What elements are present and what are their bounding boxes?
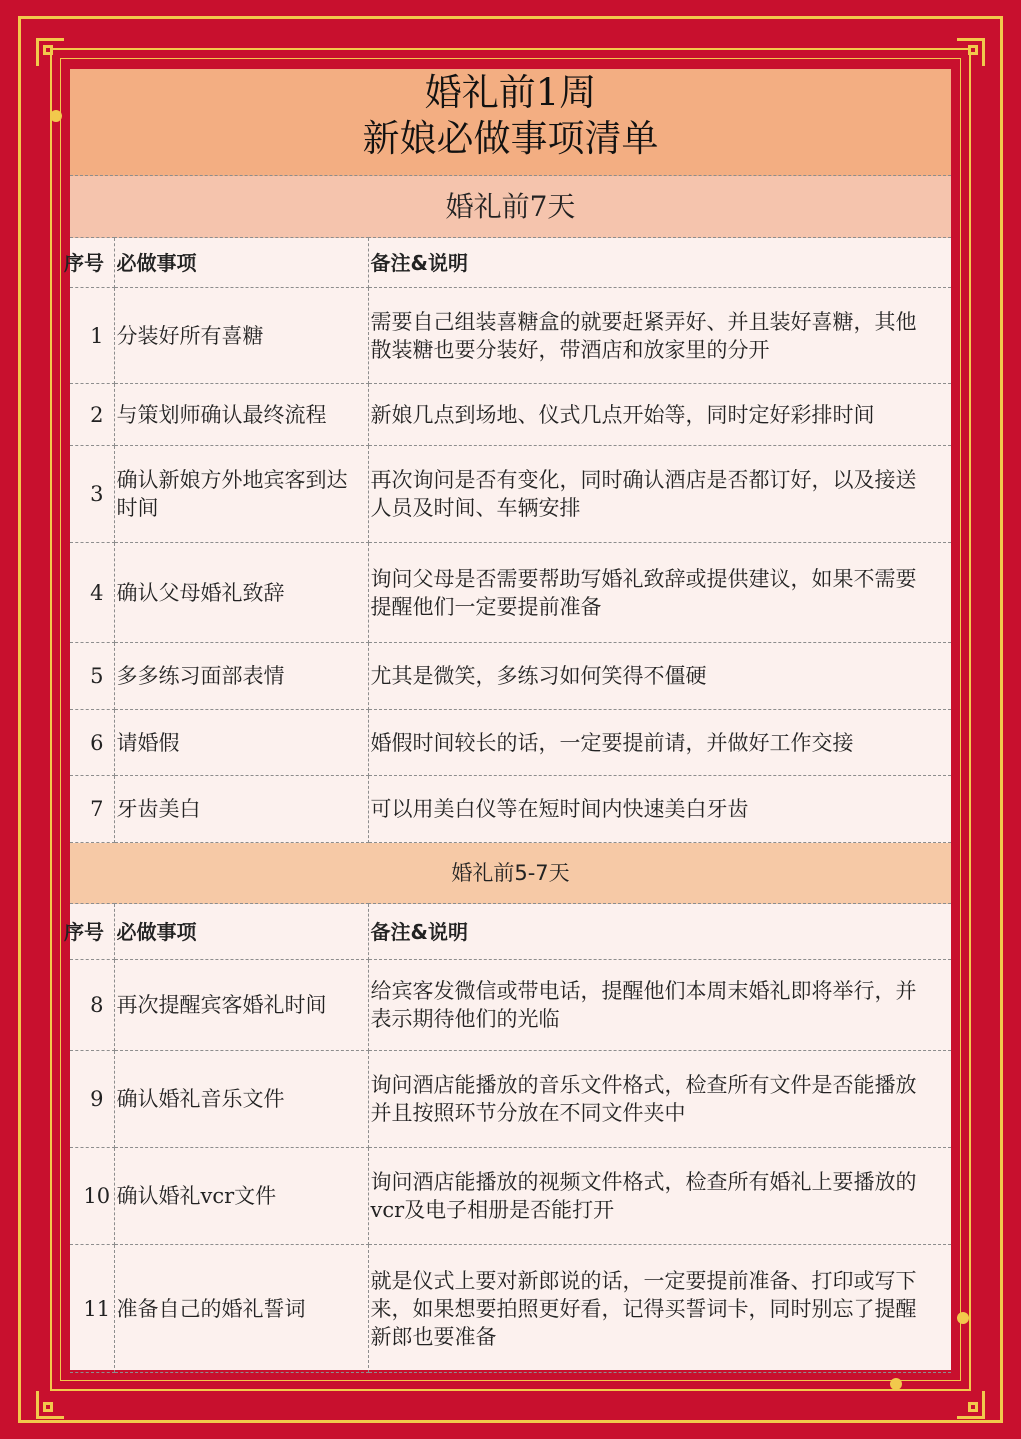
note-cell (368, 1148, 951, 1245)
note-cell-line: 给宾客发微信或带电话，提醒他们本周末婚礼即将举行，并 (370, 979, 917, 1003)
task-cell-text: 请婚假 (116, 730, 180, 755)
task-cell (114, 710, 368, 776)
table-row (70, 384, 951, 446)
table-row (70, 1148, 951, 1245)
column-header-note (368, 238, 951, 288)
row-number (70, 960, 114, 1051)
note-cell-line: 新娘几点到场地、仪式几点开始等，同时定好彩排时间 (370, 402, 875, 427)
task-cell-text: 牙齿美白 (116, 797, 201, 821)
row-number-text: 3 (90, 482, 104, 506)
column-header-num (64, 238, 114, 288)
row-number (70, 446, 114, 543)
gold-dot-ornament (890, 1378, 902, 1390)
task-cell (114, 960, 368, 1051)
note-cell (368, 643, 951, 710)
note-cell-line: 婚假时间较长的话，一定要提前请，并做好工作交接 (370, 730, 854, 755)
note-cell-line: 可以用美白仪等在短时间内快速美白牙齿 (370, 797, 749, 821)
note-cell-line: 来，如果想要拍照更好看，记得买誓词卡，同时别忘了提醒 (370, 1296, 917, 1321)
row-number (70, 1148, 114, 1245)
note-cell (368, 446, 951, 543)
task-cell-text: 确认婚礼音乐文件 (116, 1087, 285, 1111)
table-row (70, 1245, 951, 1373)
note-cell (368, 543, 951, 643)
row-number (70, 710, 114, 776)
column-header-task-text: 必做事项 (116, 919, 197, 944)
column-header-note-text: 备注&说明 (370, 919, 468, 944)
row-number (70, 288, 114, 384)
corner-ornament (957, 1391, 985, 1419)
task-cell (114, 384, 368, 446)
table-row (70, 543, 951, 643)
column-header-num (64, 904, 114, 960)
task-cell (114, 1051, 368, 1148)
title-line-1: 婚礼前1周 (424, 71, 597, 114)
corner-ornament (36, 1391, 64, 1419)
note-cell-line: 需要自己组装喜糖盒的就要赶紧弄好、并且装好喜糖，其他 (370, 309, 917, 334)
table-row (70, 960, 951, 1051)
task-cell (114, 643, 368, 710)
task-cell-text: 确认婚礼vcr文件 (116, 1184, 277, 1208)
section-heading-row (70, 176, 951, 238)
note-cell-line: 提醒他们一定要提前准备 (370, 594, 602, 619)
section-heading-row (70, 843, 951, 904)
column-header-num-text: 序号 (64, 919, 104, 944)
row-number-text: 11 (83, 1296, 111, 1321)
row-number-text: 10 (83, 1184, 111, 1208)
task-cell-text: 确认父母婚礼致辞 (116, 580, 285, 605)
task-cell-text: 多多练习面部表情 (116, 664, 285, 688)
note-cell-line: 询问酒店能播放的音乐文件格式，检查所有文件是否能播放 (370, 1073, 917, 1097)
task-cell (114, 543, 368, 643)
task-cell (114, 1148, 368, 1245)
table-row (70, 1051, 951, 1148)
note-cell-line: 并且按照环节分放在不同文件夹中 (370, 1101, 686, 1125)
corner-ornament (36, 38, 64, 66)
task-cell-text: 与策划师确认最终流程 (116, 402, 327, 427)
row-number (70, 643, 114, 710)
column-header-note-text: 备注&说明 (370, 250, 468, 275)
note-cell-line: 再次询问是否有变化，同时确认酒店是否都订好，以及接送 (370, 468, 917, 492)
note-cell-line: 就是仪式上要对新郎说的话，一定要提前准备、打印或写下 (370, 1268, 917, 1293)
table-row (70, 643, 951, 710)
note-cell-line: 询问父母是否需要帮助写婚礼致辞或提供建议，如果不需要 (370, 566, 917, 591)
row-number (70, 543, 114, 643)
table-row (70, 710, 951, 776)
row-number-text: 1 (90, 323, 104, 348)
table-row (70, 776, 951, 843)
note-cell (368, 960, 951, 1051)
note-cell-line: 尤其是微笑，多练习如何笑得不僵硬 (370, 664, 707, 688)
corner-ornament (957, 38, 985, 66)
task-cell-line: 时间 (116, 496, 159, 520)
note-cell-line: 询问酒店能播放的视频文件格式，检查所有婚礼上要播放的 (370, 1170, 917, 1194)
row-number-text: 8 (90, 993, 104, 1017)
table-row (70, 446, 951, 543)
note-cell-line: vcr及电子相册是否能打开 (370, 1198, 615, 1222)
row-number-text: 9 (90, 1087, 104, 1111)
column-header-note (368, 904, 951, 960)
row-number (70, 384, 114, 446)
row-number (70, 776, 114, 843)
title-line-2: 新娘必做事项清单 (362, 117, 659, 160)
note-cell (368, 384, 951, 446)
table-row (70, 288, 951, 384)
gold-dot-ornament (50, 110, 62, 122)
column-header-task (114, 904, 368, 960)
page-title (70, 69, 951, 176)
note-cell (368, 1051, 951, 1148)
column-header-task (114, 238, 368, 288)
task-cell-line: 确认新娘方外地宾客到达 (116, 468, 348, 492)
note-cell (368, 288, 951, 384)
note-cell-line: 表示期待他们的光临 (370, 1007, 560, 1031)
task-cell (114, 776, 368, 843)
section-heading: 婚礼前7天 (70, 176, 951, 238)
note-cell (368, 710, 951, 776)
row-number-text: 7 (90, 797, 104, 821)
note-cell (368, 1245, 951, 1373)
table-header-row (70, 238, 951, 288)
checklist-sheet (64, 69, 951, 1370)
task-cell (114, 1245, 368, 1373)
note-cell (368, 776, 951, 843)
note-cell-line: 人员及时间、车辆安排 (370, 496, 581, 520)
table-header-row (70, 904, 951, 960)
note-cell-line: 散装糖也要分装好，带酒店和放家里的分开 (370, 337, 770, 362)
task-cell-text: 准备自己的婚礼誓词 (116, 1296, 306, 1321)
row-number-text: 2 (90, 402, 104, 427)
task-cell (114, 288, 368, 384)
column-header-num-text: 序号 (64, 250, 104, 275)
row-number-text: 6 (90, 730, 104, 755)
checklist-table (64, 176, 951, 1373)
row-number (70, 1245, 114, 1373)
row-number-text: 5 (90, 664, 104, 688)
section-heading: 婚礼前5-7天 (70, 843, 951, 904)
column-header-task-text: 必做事项 (116, 250, 197, 275)
task-cell-text: 分装好所有喜糖 (116, 323, 264, 348)
note-cell-line: 新郎也要准备 (370, 1324, 497, 1349)
task-cell (114, 446, 368, 543)
task-cell-text: 再次提醒宾客婚礼时间 (116, 993, 327, 1017)
row-number-text: 4 (90, 580, 104, 605)
row-number (70, 1051, 114, 1148)
